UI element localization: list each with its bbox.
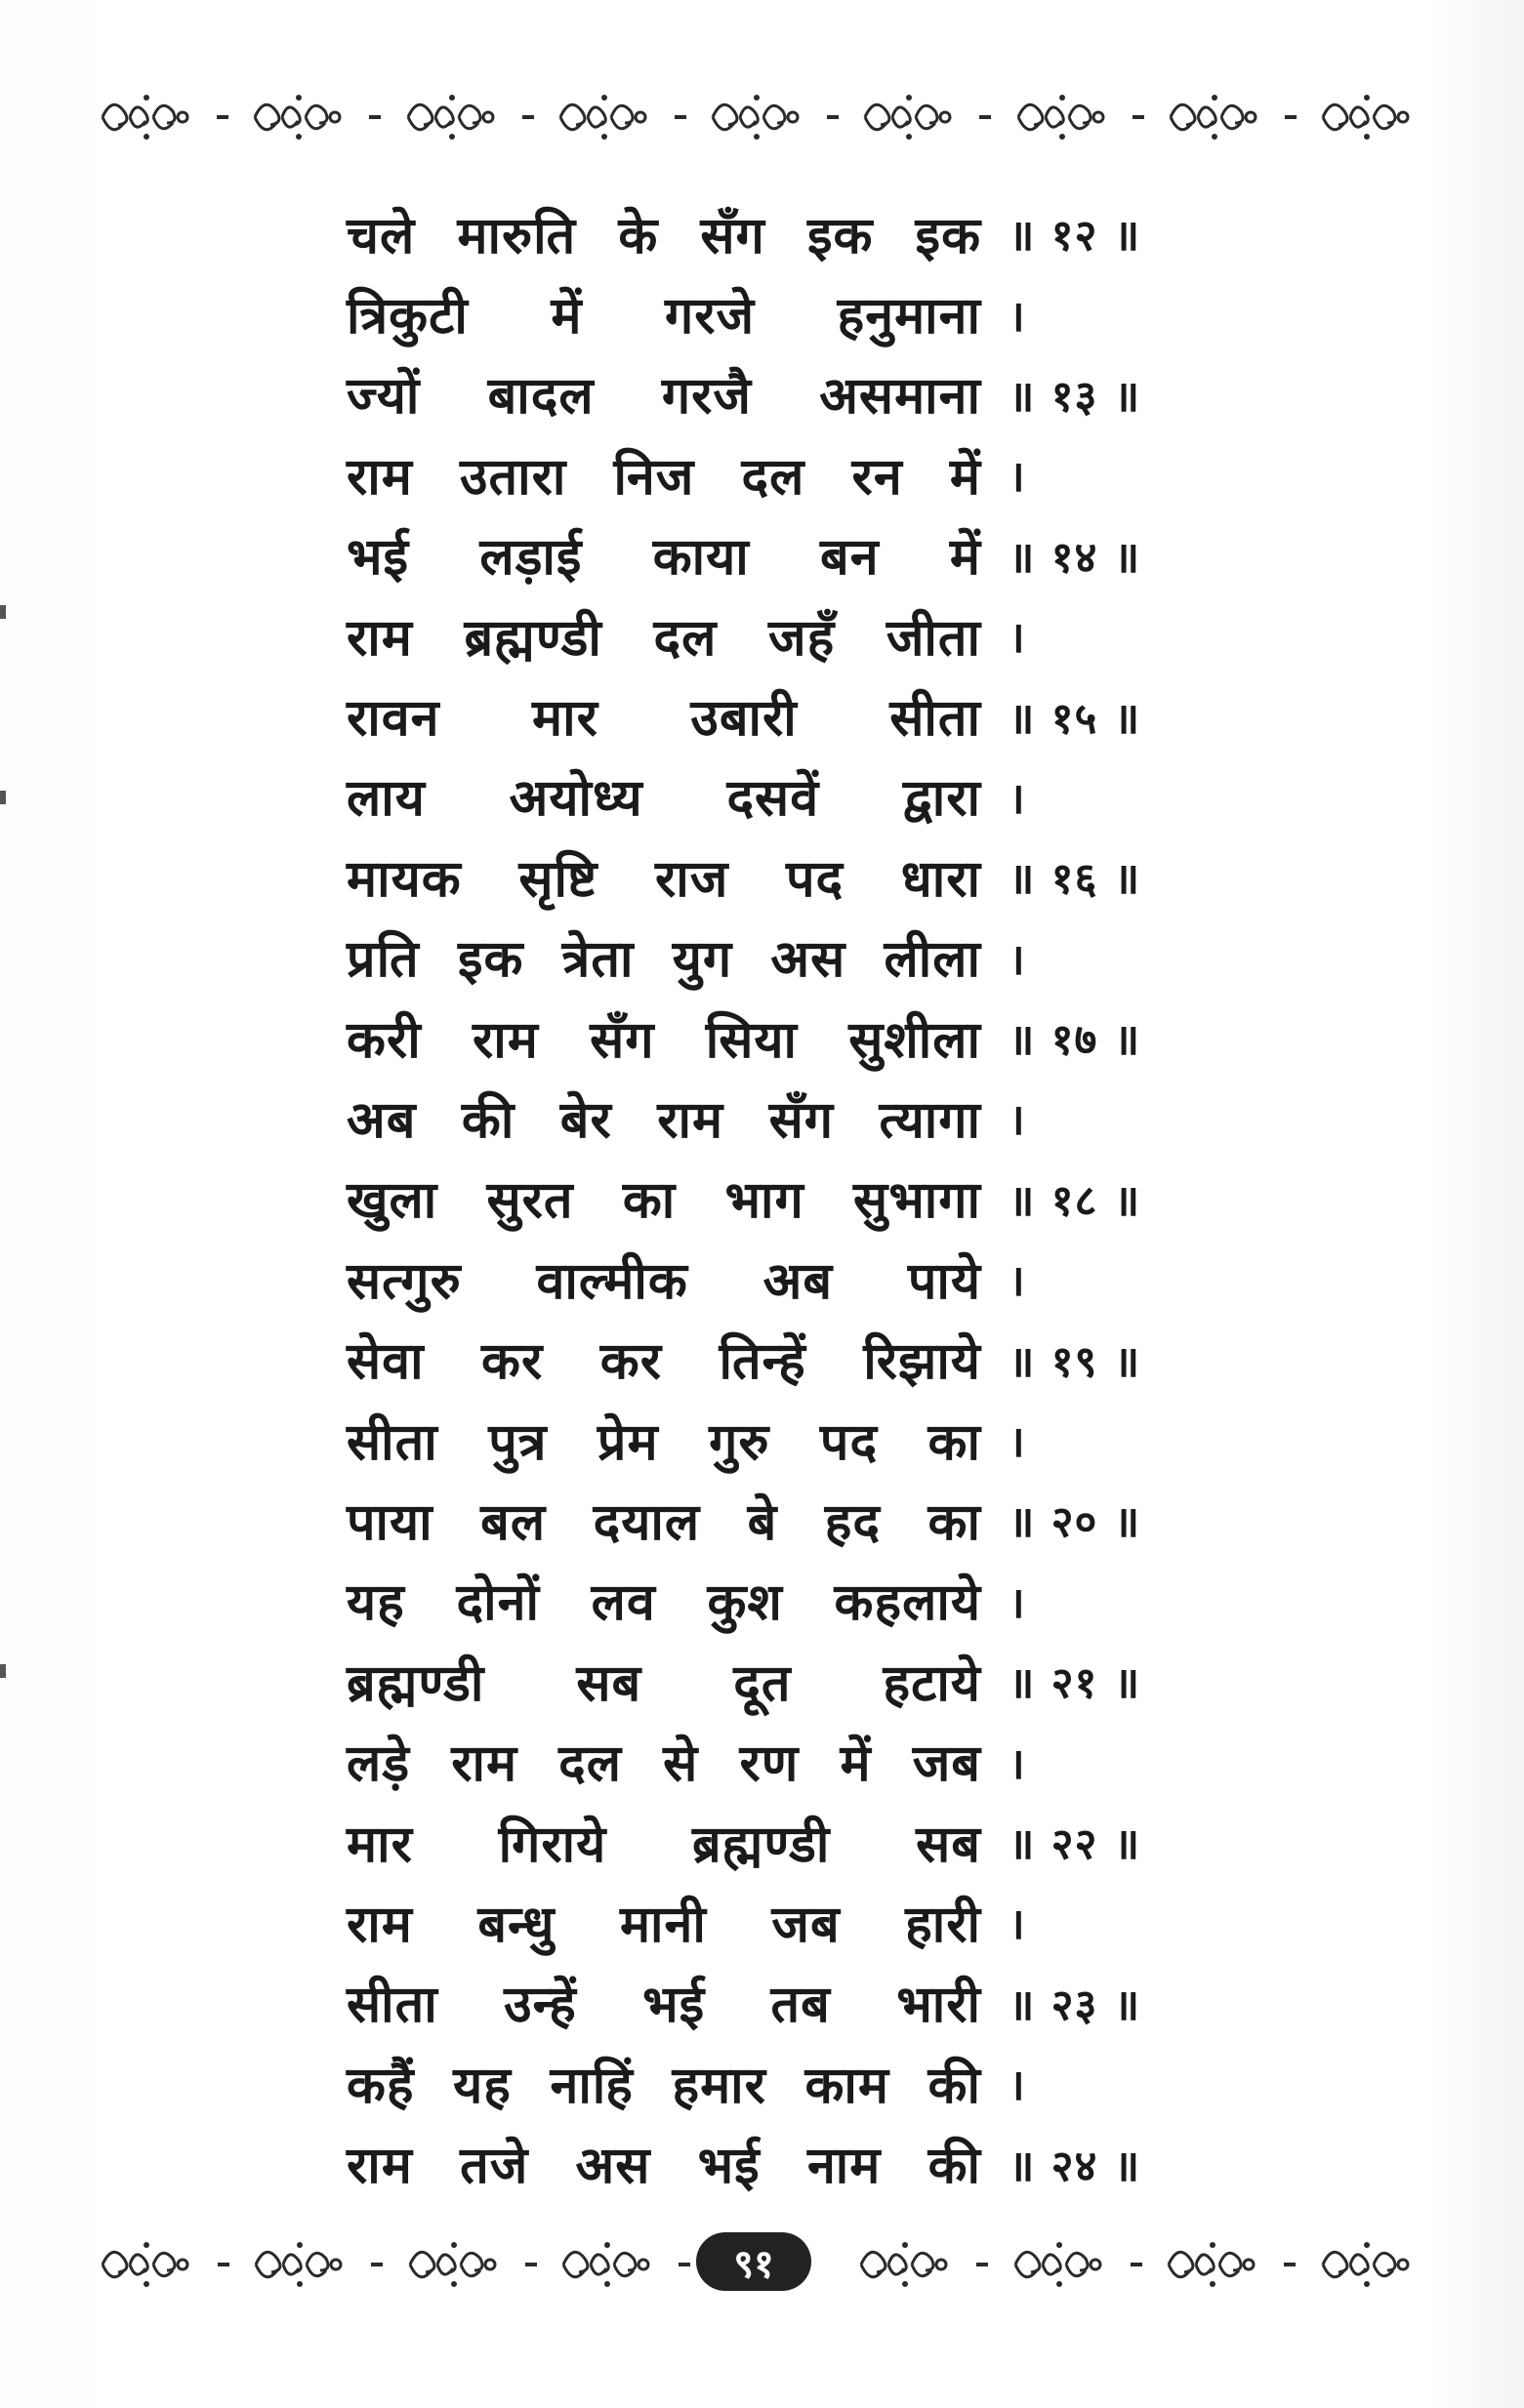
floral-ornament-icon — [1313, 2235, 1421, 2294]
verse-line — [347, 1400, 1245, 1480]
verse-text — [347, 1003, 981, 1073]
verse-number: ॥ २० ॥ — [1009, 1497, 1141, 1548]
verse-word: लीला — [884, 930, 981, 990]
verse-word: बादल — [487, 367, 595, 427]
verse-word: चले — [347, 206, 416, 265]
floral-ornament-icon — [400, 2235, 508, 2294]
verse-word: सँग — [590, 1010, 655, 1070]
verse-word: सब — [576, 1653, 642, 1713]
verse-number: । — [1009, 1899, 1026, 1950]
verse-word: त्रेता — [561, 930, 635, 990]
verse-word: तिन्हें — [719, 1332, 806, 1392]
verse-word: सीता — [347, 1976, 438, 2035]
border-dash — [218, 2263, 229, 2266]
verse-line — [347, 756, 1245, 837]
floral-ornament-icon — [245, 88, 352, 146]
verse-word: से — [663, 1735, 699, 1794]
verse-text — [347, 601, 981, 671]
floral-ornament-icon — [1009, 88, 1116, 146]
verse-word: राम — [472, 1010, 539, 1070]
verse-word: गुरु — [709, 1412, 770, 1472]
verse-line — [347, 1802, 1245, 1882]
verse-word: तजे — [460, 2137, 529, 2196]
verse-word: युग — [672, 930, 733, 990]
verse-text — [347, 842, 981, 912]
verse-number: । — [1009, 291, 1026, 342]
border-dash — [679, 2263, 690, 2266]
verse-word: ब्रह्मण्डी — [347, 1653, 485, 1713]
verse-line — [347, 837, 1245, 917]
verse-word: बल — [480, 1492, 547, 1552]
verse-word: मानी — [619, 1895, 707, 1954]
verse-word: सुशीला — [848, 1010, 981, 1070]
verse-word: दयाल — [593, 1492, 701, 1552]
floral-ornament-icon — [93, 88, 200, 146]
verse-word: वाल्मीक — [536, 1251, 688, 1311]
verse-word: त्रिकुटी — [347, 287, 469, 347]
verse-word: दोनों — [456, 1573, 540, 1633]
verse-word: नाहिं — [550, 2056, 634, 2115]
verse-text — [347, 681, 981, 751]
verse-line — [347, 2123, 1245, 2203]
border-dash — [217, 115, 228, 119]
verse-word: रावन — [347, 689, 440, 749]
verse-word: सृष्टि — [518, 849, 598, 909]
verse-line — [347, 1078, 1245, 1158]
verse-text — [347, 199, 981, 268]
verse-word: यह — [347, 1573, 405, 1633]
verse-number: । — [1009, 773, 1026, 824]
verse-word: सुरत — [486, 1171, 574, 1231]
verse-word: की — [461, 1090, 515, 1150]
floral-ornament-icon — [554, 2235, 661, 2294]
verse-text — [347, 1325, 981, 1394]
floral-ornament-icon — [703, 88, 810, 146]
border-dash — [976, 2263, 988, 2266]
floral-ornament-icon — [1159, 2235, 1266, 2294]
verse-word: करी — [347, 1010, 422, 1070]
verse-line — [347, 595, 1245, 675]
verse-text — [347, 1083, 981, 1153]
floral-ornament-icon — [93, 2235, 200, 2294]
verse-word: सत्गुरु — [347, 1251, 462, 1311]
verse-line — [347, 354, 1245, 434]
verse-word: मार — [532, 689, 598, 749]
verse-word: अब — [347, 1090, 417, 1150]
verse-word: इक — [806, 206, 874, 265]
verse-line — [347, 675, 1245, 755]
verse-text — [347, 279, 981, 348]
verse-block — [347, 193, 1245, 2204]
verse-word: धारा — [900, 849, 981, 909]
verse-word: जीता — [886, 608, 981, 668]
top-ornamental-border — [93, 73, 1421, 161]
verse-word: सीता — [889, 689, 981, 749]
verse-number: । — [1009, 1095, 1026, 1146]
verse-word: राज — [654, 849, 729, 909]
floral-ornament-icon — [1313, 88, 1421, 146]
verse-text — [347, 440, 981, 510]
verse-line — [347, 1480, 1245, 1560]
verse-text — [347, 2049, 981, 2118]
verse-word: राम — [347, 1895, 413, 1954]
verse-word: पद — [785, 849, 844, 909]
verse-word: गरजै — [661, 367, 752, 427]
verse-word: जब — [771, 1895, 841, 1954]
verse-word: प्रेम — [597, 1412, 659, 1472]
verse-word: ब्रह्मण्डी — [692, 1815, 831, 1874]
verse-word: रिझाये — [863, 1332, 981, 1392]
verse-number: ॥ २२ ॥ — [1009, 1819, 1141, 1869]
verse-text — [347, 1888, 981, 1957]
verse-word: द्वारा — [902, 769, 981, 829]
verse-text — [347, 1486, 981, 1555]
scan-edge-mark — [0, 605, 6, 619]
verse-text — [347, 1163, 981, 1233]
floral-ornament-icon — [851, 2235, 959, 2294]
verse-word: राम — [347, 2137, 413, 2196]
verse-word: रन — [851, 447, 903, 507]
verse-word: कहलाये — [834, 1573, 981, 1633]
verse-word: जहँ — [767, 608, 836, 668]
verse-word: काया — [652, 528, 750, 588]
verse-word: असमाना — [819, 367, 981, 427]
verse-number: ॥ १५ ॥ — [1009, 693, 1141, 744]
verse-line — [347, 1561, 1245, 1641]
verse-word: सँग — [768, 1090, 835, 1150]
floral-ornament-icon — [1006, 2235, 1113, 2294]
verse-word: दसवें — [726, 769, 820, 829]
verse-word: कहैं — [347, 2056, 415, 2115]
verse-word: में — [949, 447, 981, 507]
verse-number: । — [1009, 1577, 1026, 1628]
verse-word: सिया — [705, 1010, 799, 1070]
verse-word: सेवा — [347, 1332, 425, 1392]
verse-word: गरजे — [664, 287, 756, 347]
border-dash — [369, 115, 381, 119]
verse-line — [347, 1159, 1245, 1239]
verse-word: की — [927, 2137, 981, 2196]
verse-text — [347, 1566, 981, 1635]
verse-number: ॥ १४ ॥ — [1009, 532, 1141, 583]
verse-text — [347, 1245, 981, 1314]
verse-number: । — [1009, 1256, 1026, 1307]
verse-line — [347, 193, 1245, 273]
verse-line — [347, 1963, 1245, 2043]
border-dash — [371, 2263, 383, 2266]
verse-word: हद — [824, 1492, 882, 1552]
border-dash — [1133, 115, 1144, 119]
verse-word: पुत्र — [488, 1412, 548, 1472]
verse-word: के — [618, 206, 659, 265]
verse-word: भाग — [724, 1171, 804, 1231]
verse-word: लड़ाई — [479, 528, 583, 588]
verse-word: तब — [770, 1976, 831, 2035]
verse-text — [347, 761, 981, 831]
verse-word: लव — [591, 1573, 656, 1633]
verse-word: त्यागा — [879, 1090, 981, 1150]
verse-word: खुला — [347, 1171, 438, 1231]
verse-word: में — [840, 1735, 872, 1794]
verse-text — [347, 520, 981, 590]
verse-word: मारुति — [457, 206, 577, 265]
verse-word: अस — [770, 930, 846, 990]
verse-text — [347, 922, 981, 992]
verse-word: अयोध्य — [509, 769, 643, 829]
floral-ornament-icon — [855, 88, 963, 146]
verse-word: हारी — [905, 1895, 981, 1954]
floral-ornament-icon — [551, 88, 658, 146]
verse-number: ॥ २३ ॥ — [1009, 1979, 1141, 2030]
verse-word: में — [949, 528, 981, 588]
verse-line — [347, 998, 1245, 1078]
verse-word: दल — [558, 1735, 623, 1794]
verse-number: ॥ १७ ॥ — [1009, 1015, 1141, 1066]
verse-word: कर — [481, 1332, 544, 1392]
verse-number: ॥ २४ ॥ — [1009, 2141, 1141, 2191]
verse-word: ब्रह्मण्डी — [464, 608, 602, 668]
verse-line — [347, 273, 1245, 353]
verse-word: भई — [642, 1976, 706, 2035]
verse-word: हमार — [672, 2056, 766, 2115]
verse-word: नाम — [806, 2137, 882, 2196]
verse-number: ॥ १३ ॥ — [1009, 371, 1141, 422]
verse-word: इक — [457, 930, 524, 990]
verse-line — [347, 1721, 1245, 1801]
verse-word: सीता — [347, 1412, 438, 1472]
verse-word: पाये — [907, 1251, 981, 1311]
verse-line — [347, 1882, 1245, 1962]
verse-word: राम — [347, 608, 413, 668]
border-dash — [979, 115, 991, 119]
verse-word: सुभागा — [853, 1171, 981, 1231]
border-dash — [675, 115, 686, 119]
border-dash — [827, 115, 839, 119]
verse-line — [347, 1641, 1245, 1721]
verse-word: सँग — [700, 206, 765, 265]
verse-number: । — [1009, 613, 1026, 664]
page-number-badge — [696, 2232, 811, 2291]
verse-line — [347, 515, 1245, 595]
verse-word: राम — [657, 1090, 724, 1150]
verse-word: गिराये — [498, 1815, 607, 1874]
floral-ornament-icon — [398, 88, 506, 146]
verse-word: बन्धु — [477, 1895, 556, 1954]
verse-word: में — [551, 287, 583, 347]
verse-word: बेर — [559, 1090, 612, 1150]
verse-word: का — [927, 1492, 981, 1552]
border-dash — [1131, 2263, 1142, 2266]
verse-word: प्रति — [347, 930, 420, 990]
verse-word: उतारा — [459, 447, 567, 507]
floral-ornament-icon — [1161, 88, 1268, 146]
verse-number: । — [1009, 934, 1026, 985]
verse-text — [347, 1406, 981, 1475]
verse-word: दल — [741, 447, 805, 507]
verse-word: का — [927, 1412, 981, 1472]
verse-word: कर — [599, 1332, 662, 1392]
verse-line — [347, 1319, 1245, 1399]
verse-word: भई — [347, 528, 410, 588]
verse-word: हनुमाना — [837, 287, 981, 347]
verse-word: दूत — [733, 1653, 792, 1713]
verse-word: उन्हें — [504, 1976, 577, 2035]
verse-text — [347, 1808, 981, 1877]
border-dash — [1285, 115, 1297, 119]
verse-word: राम — [451, 1735, 518, 1794]
verse-number: । — [1009, 1738, 1026, 1789]
verse-word: यह — [453, 2056, 512, 2115]
verse-word: दल — [653, 608, 718, 668]
border-dash — [1284, 2263, 1296, 2266]
verse-text — [347, 1647, 981, 1716]
page-number: ९१ — [733, 2241, 774, 2287]
verse-word: बे — [747, 1492, 778, 1552]
verse-word: लाय — [347, 769, 426, 829]
verse-number: ॥ २१ ॥ — [1009, 1658, 1141, 1709]
verse-word: इक — [915, 206, 981, 265]
verse-number: ॥ १६ ॥ — [1009, 854, 1141, 905]
verse-word: अस — [575, 2137, 651, 2196]
verse-word: निज — [613, 447, 695, 507]
verse-word: पद — [819, 1412, 879, 1472]
verse-word: पाया — [347, 1492, 433, 1552]
verse-text — [347, 1727, 981, 1796]
floral-ornament-icon — [246, 2235, 353, 2294]
verse-number: ॥ १२ ॥ — [1009, 211, 1141, 262]
verse-word: कुश — [707, 1573, 783, 1633]
verse-word: ज्यों — [347, 367, 421, 427]
border-dash — [525, 2263, 537, 2266]
verse-number: ॥ १९ ॥ — [1009, 1336, 1141, 1387]
verse-word: भारी — [896, 1976, 981, 2035]
scan-edge-mark — [0, 1664, 6, 1678]
verse-word: जब — [912, 1735, 981, 1794]
verse-word: की — [927, 2056, 981, 2115]
verse-line — [347, 434, 1245, 514]
verse-number: । — [1009, 2061, 1026, 2111]
verse-word: उबारी — [690, 689, 798, 749]
scan-edge-mark — [0, 791, 6, 804]
verse-word: काम — [804, 2056, 889, 2115]
verse-word: रण — [739, 1735, 800, 1794]
verse-word: बन — [820, 528, 880, 588]
verse-word: मार — [347, 1815, 413, 1874]
verse-word: भई — [697, 2137, 761, 2196]
verse-word: राम — [347, 447, 413, 507]
verse-text — [347, 2129, 981, 2198]
verse-line — [347, 2043, 1245, 2123]
border-dash — [522, 115, 534, 119]
verse-word: हटाये — [883, 1653, 981, 1713]
verse-number: । — [1009, 452, 1026, 503]
verse-number: । — [1009, 1417, 1026, 1468]
verse-word: सब — [916, 1815, 981, 1874]
verse-line — [347, 1239, 1245, 1319]
verse-text — [347, 359, 981, 429]
verse-word: मायक — [347, 849, 462, 909]
verse-line — [347, 918, 1245, 998]
verse-text — [347, 1968, 981, 2037]
verse-word: लड़े — [347, 1735, 411, 1794]
verse-number: ॥ १८ ॥ — [1009, 1175, 1141, 1226]
verse-word: अब — [762, 1251, 834, 1311]
verse-word: का — [622, 1171, 677, 1231]
